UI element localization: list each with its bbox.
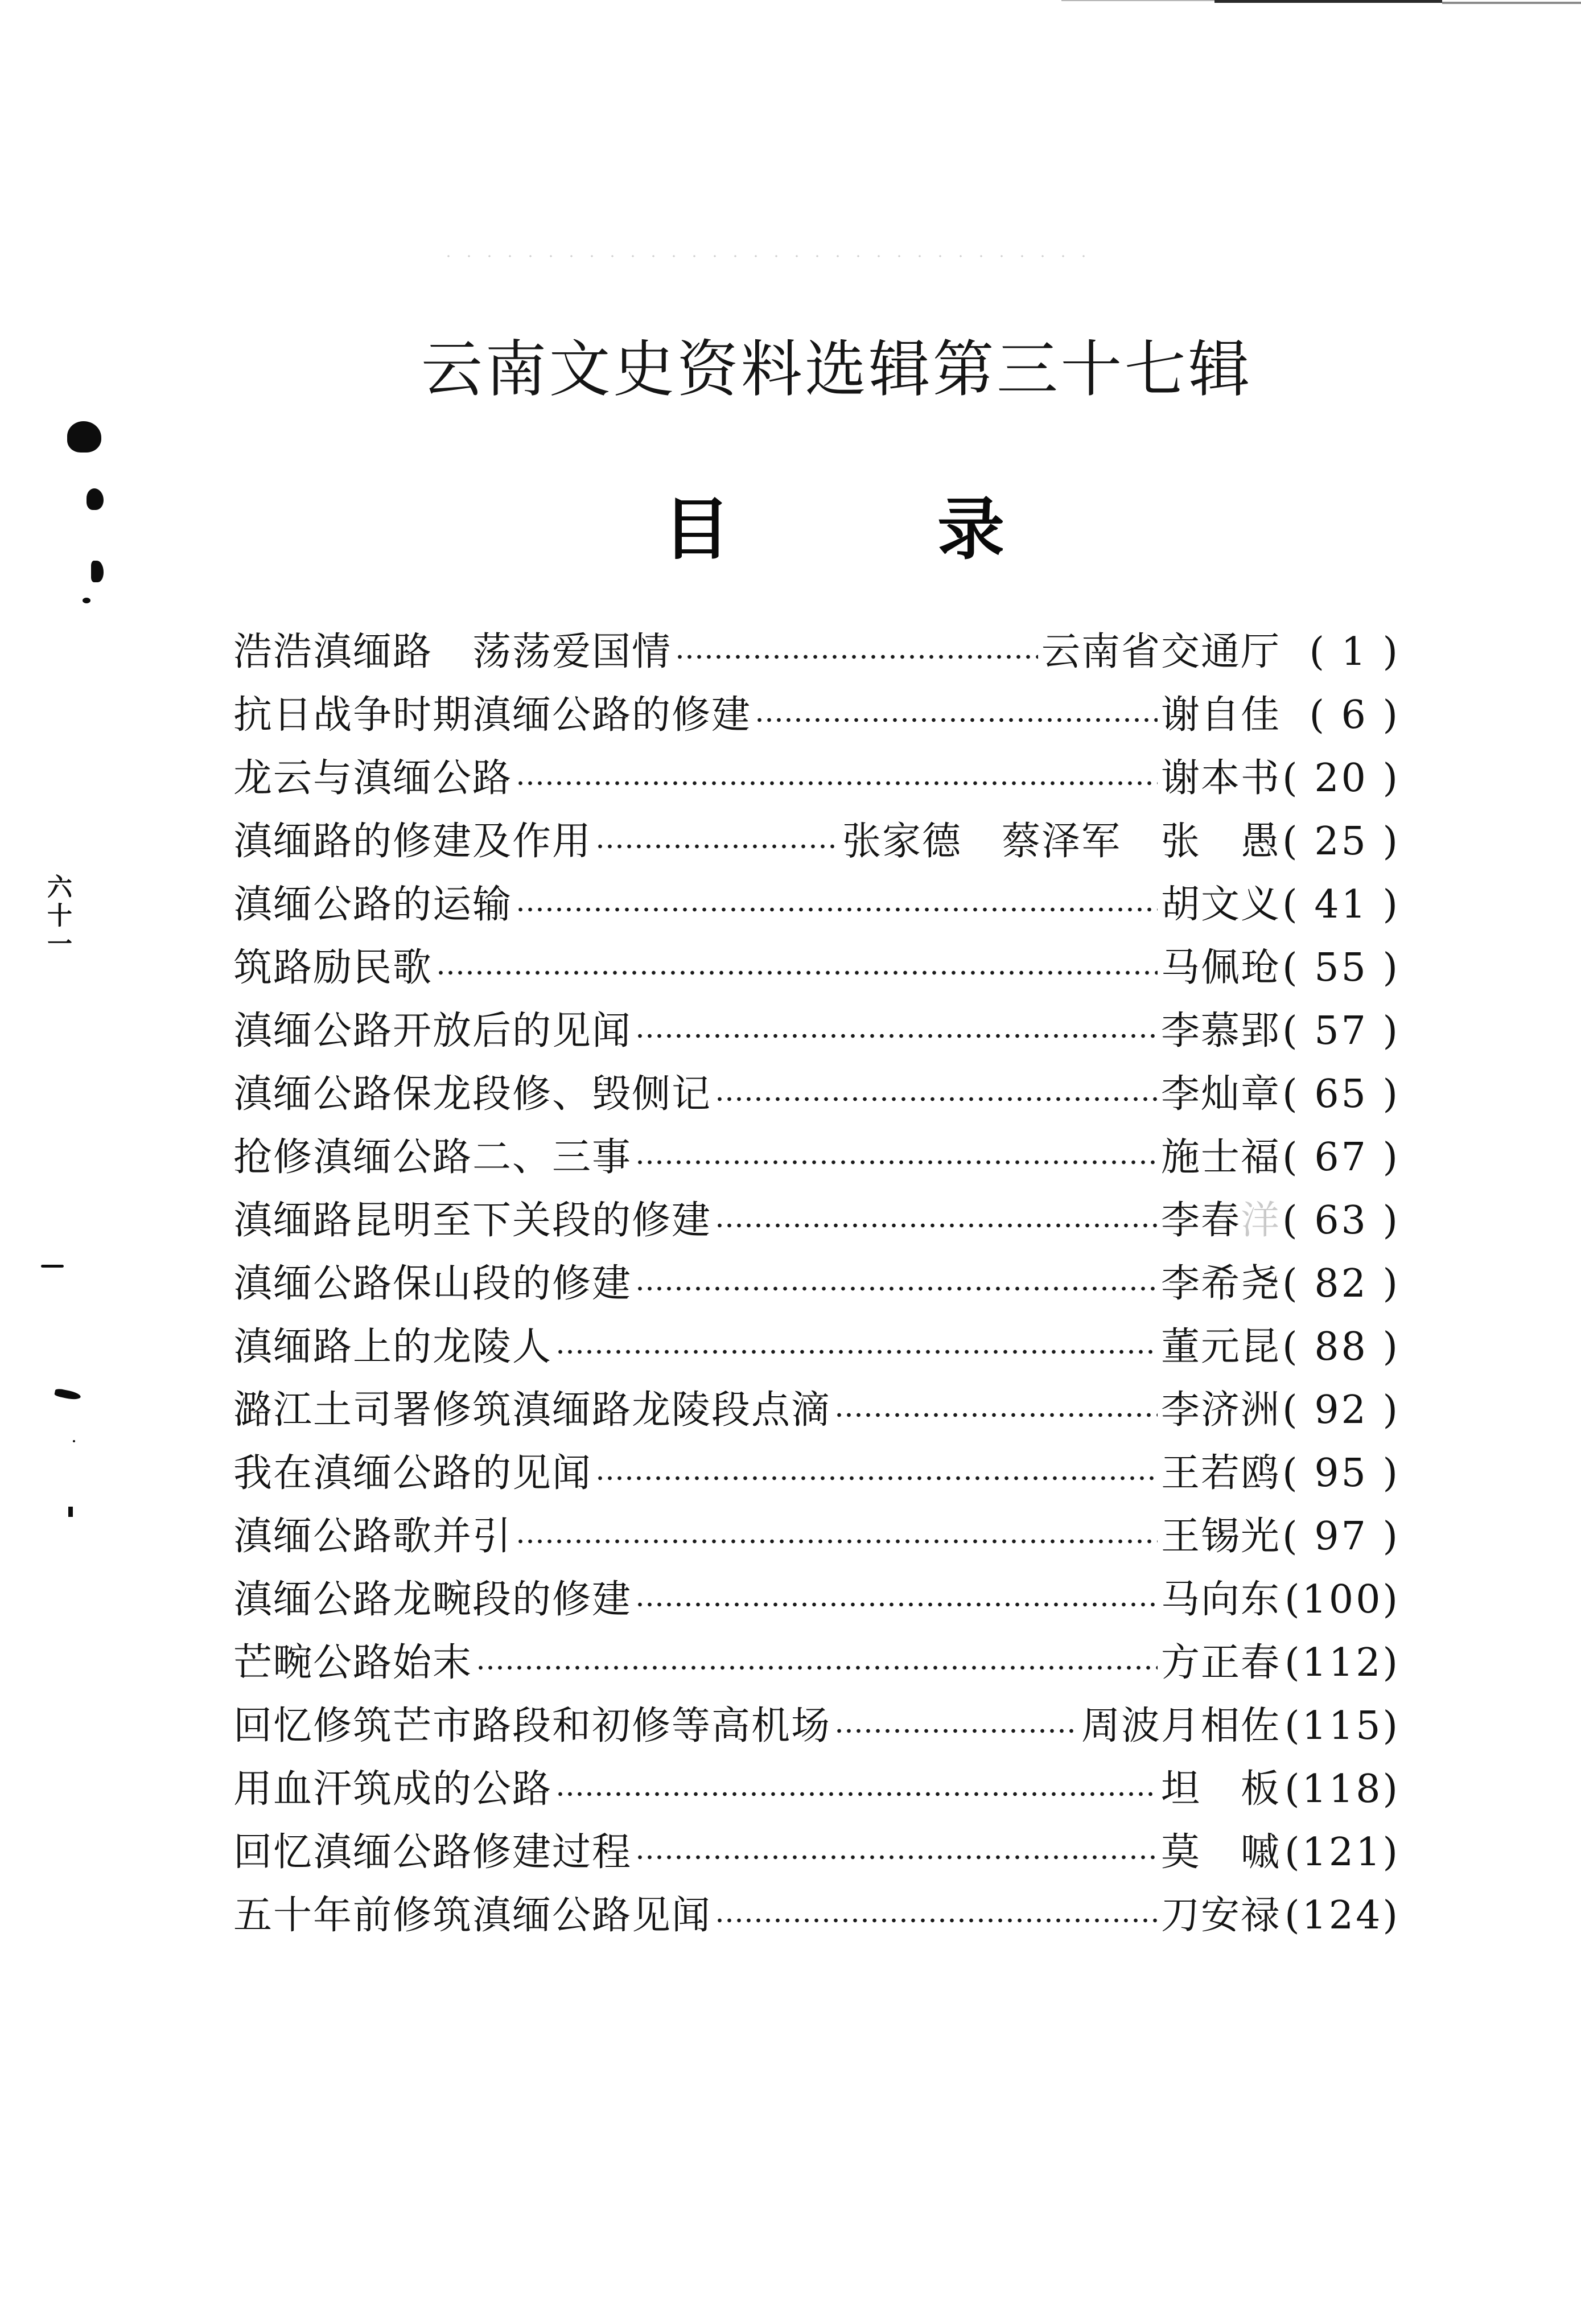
book-title: 云南文史资料选辑第三十七辑 bbox=[421, 334, 1252, 405]
toc-entry-author: 李希尧 bbox=[1160, 1261, 1281, 1306]
toc-heading bbox=[663, 490, 1004, 569]
toc-entry-page: ( 57 ) bbox=[1282, 1009, 1400, 1054]
toc-entry-title: 滇缅公路歌并引 bbox=[233, 1514, 513, 1559]
toc-entry-title: 抢修滇缅公路二、三事 bbox=[233, 1135, 632, 1180]
side-margin-stamp: 六十一 bbox=[43, 874, 72, 959]
toc-entry-author: 云南省交通厅 bbox=[1041, 630, 1281, 674]
toc-entry-title: 芒畹公路始末 bbox=[233, 1640, 473, 1685]
toc-entry-page: ( 92 ) bbox=[1282, 1388, 1400, 1433]
toc-entry-author: 施士福 bbox=[1160, 1135, 1281, 1180]
toc-entry-title: 滇缅路昆明至下关段的修建 bbox=[233, 1198, 712, 1243]
toc-entry-author: 李慕郢 bbox=[1160, 1009, 1281, 1054]
toc-entry-page: ( 20 ) bbox=[1282, 756, 1400, 801]
toc-entry[interactable] bbox=[233, 1442, 1400, 1505]
toc-entry-author: 莫 嘁 bbox=[1160, 1830, 1281, 1875]
toc-entry[interactable] bbox=[233, 1884, 1400, 1947]
dot-leader bbox=[715, 1918, 1158, 1923]
dot-leader bbox=[555, 1350, 1158, 1354]
toc-entry-author: 周波月相佐 bbox=[1081, 1704, 1281, 1749]
toc-heading-char-1: 目 bbox=[663, 490, 731, 569]
toc-entry-title: 滇缅路的修建及作用 bbox=[233, 819, 592, 864]
dot-leader bbox=[834, 1413, 1158, 1417]
toc-entry[interactable] bbox=[233, 1631, 1400, 1694]
toc-entry[interactable] bbox=[233, 999, 1400, 1063]
dot-leader bbox=[555, 1792, 1158, 1796]
scan-edge-rule-dark bbox=[1214, 0, 1442, 3]
dot-leader bbox=[476, 1665, 1158, 1670]
toc-entry-title: 浩浩滇缅路 荡荡爱国情 bbox=[233, 630, 672, 674]
toc-entry-page: ( 97 ) bbox=[1282, 1514, 1400, 1559]
toc-entry-author: 董元昆 bbox=[1160, 1325, 1281, 1369]
toc-entry-page: (115) bbox=[1284, 1704, 1400, 1749]
toc-entry-title: 滇缅公路开放后的见闻 bbox=[233, 1009, 632, 1054]
dot-leader bbox=[635, 1602, 1158, 1607]
toc-entry-page: (121) bbox=[1284, 1830, 1400, 1875]
toc-entry-title: 滇缅公路保龙段修、毁侧记 bbox=[233, 1072, 712, 1117]
toc-entry-title: 回忆滇缅公路修建过程 bbox=[233, 1830, 632, 1875]
toc-entry-page: ( 6 ) bbox=[1309, 693, 1400, 738]
toc-entry-page: ( 95 ) bbox=[1282, 1451, 1400, 1496]
toc-entry-title: 龙云与滇缅公路 bbox=[233, 756, 513, 801]
toc-entry-title: 五十年前修筑滇缅公路见闻 bbox=[233, 1893, 712, 1938]
toc-entry-page: ( 41 ) bbox=[1282, 882, 1400, 927]
binding-hole-mark bbox=[83, 598, 90, 603]
toc-entry-author: 马向东 bbox=[1160, 1577, 1281, 1622]
toc-entry-author: 李灿章 bbox=[1160, 1072, 1281, 1117]
author-faded-char: 洋 bbox=[1240, 1198, 1281, 1243]
toc-entry-page: ( 63 ) bbox=[1282, 1198, 1400, 1243]
dot-leader bbox=[635, 1855, 1158, 1860]
margin-dash-mark bbox=[41, 1265, 64, 1268]
dot-leader bbox=[516, 1539, 1158, 1544]
toc-entry-author bbox=[1161, 1189, 1281, 1252]
toc-entry[interactable] bbox=[233, 1189, 1400, 1252]
dot-leader bbox=[635, 1160, 1158, 1165]
toc-entry-page: ( 25 ) bbox=[1282, 819, 1400, 864]
toc-entry-page: ( 88 ) bbox=[1282, 1325, 1400, 1369]
dot-leader bbox=[755, 718, 1158, 722]
toc-entry-author: 李济洲 bbox=[1160, 1388, 1281, 1433]
toc-entry-author: 刀安禄 bbox=[1160, 1893, 1281, 1938]
toc-entry-author: 王锡光 bbox=[1160, 1514, 1281, 1559]
dot-leader bbox=[675, 655, 1038, 659]
dot-leader bbox=[436, 970, 1158, 975]
toc-entry-page: (100) bbox=[1284, 1577, 1400, 1622]
binding-hole-mark bbox=[67, 421, 101, 453]
toc-entry-page: (124) bbox=[1284, 1893, 1400, 1938]
toc-entry[interactable] bbox=[233, 1252, 1400, 1315]
toc-entry-author: 胡文义 bbox=[1160, 882, 1281, 927]
margin-tick-mark bbox=[68, 1507, 73, 1517]
toc-entry[interactable] bbox=[233, 1126, 1400, 1189]
toc-entry-title: 回忆修筑芒市路段和初修等高机场 bbox=[233, 1704, 831, 1749]
toc-entry-author: 马佩玱 bbox=[1160, 945, 1281, 990]
dot-leader bbox=[715, 1097, 1158, 1101]
toc-entry-page: ( 82 ) bbox=[1282, 1261, 1400, 1306]
author-visible-part: 李春 bbox=[1160, 1198, 1241, 1243]
toc-heading-char-2: 录 bbox=[937, 490, 1004, 569]
toc-entry-page: ( 65 ) bbox=[1282, 1072, 1400, 1117]
margin-squiggle-mark bbox=[54, 1388, 81, 1401]
toc-entry-author: 方正春 bbox=[1160, 1640, 1281, 1685]
toc-entry-page: (118) bbox=[1284, 1767, 1400, 1812]
toc-entry-page: ( 67 ) bbox=[1282, 1135, 1400, 1180]
toc-entry-author: 谢自佳 bbox=[1160, 693, 1281, 738]
toc-entry-page: ( 55 ) bbox=[1282, 945, 1400, 990]
dot-leader bbox=[595, 1476, 1158, 1480]
dot-leader bbox=[635, 1034, 1158, 1038]
toc-entry[interactable] bbox=[233, 810, 1400, 873]
toc-entry-title: 筑路励民歌 bbox=[233, 945, 433, 990]
dot-leader bbox=[516, 907, 1158, 912]
toc-entry-page: ( 1 ) bbox=[1309, 630, 1400, 674]
toc-entry[interactable] bbox=[233, 1694, 1400, 1758]
toc-entry-title: 滇缅公路保山段的修建 bbox=[233, 1261, 632, 1306]
toc-entry[interactable] bbox=[233, 1758, 1400, 1821]
toc-entry-title: 滇缅公路的运输 bbox=[233, 882, 513, 927]
toc-entry-title: 滇缅路上的龙陵人 bbox=[233, 1325, 553, 1369]
toc-entry[interactable] bbox=[233, 1379, 1400, 1442]
toc-entry-title: 用血汗筑成的公路 bbox=[233, 1767, 553, 1812]
toc-entry-author: 王若鸥 bbox=[1160, 1451, 1281, 1496]
toc-entry-title: 我在滇缅公路的见闻 bbox=[233, 1451, 592, 1496]
dot-leader bbox=[715, 1223, 1158, 1228]
toc-entry[interactable] bbox=[233, 936, 1400, 999]
toc-entry[interactable] bbox=[233, 873, 1400, 936]
toc-entry[interactable] bbox=[233, 620, 1400, 684]
toc-entry-title: 潞江土司署修筑滇缅路龙陵段点滴 bbox=[233, 1388, 831, 1433]
toc-entry[interactable] bbox=[233, 1063, 1400, 1126]
toc-entry-title: 滇缅公路龙畹段的修建 bbox=[233, 1577, 632, 1622]
toc-entry[interactable] bbox=[233, 1315, 1400, 1379]
table-of-contents bbox=[233, 620, 1400, 1947]
dot-leader bbox=[595, 844, 839, 849]
toc-entry-author: 坦 板 bbox=[1160, 1767, 1281, 1812]
toc-entry-title: 抗日战争时期滇缅公路的修建 bbox=[233, 693, 752, 738]
scan-edge-rule-grey bbox=[1442, 2, 1581, 4]
dot-leader bbox=[635, 1286, 1158, 1291]
binding-hole-mark bbox=[91, 561, 104, 582]
toc-entry[interactable] bbox=[233, 1821, 1400, 1884]
dot-leader bbox=[834, 1729, 1078, 1733]
dot-leader bbox=[516, 781, 1158, 785]
scan-speckle bbox=[438, 250, 1093, 262]
toc-entry[interactable] bbox=[233, 1568, 1400, 1631]
toc-entry-author: 张家德 蔡泽军 张 愚 bbox=[842, 819, 1281, 864]
toc-entry-author: 谢本书 bbox=[1160, 756, 1281, 801]
toc-entry[interactable] bbox=[233, 747, 1400, 810]
binding-hole-mark bbox=[87, 488, 104, 510]
margin-dot-mark bbox=[73, 1440, 75, 1442]
toc-entry-page: (112) bbox=[1284, 1640, 1400, 1685]
toc-entry[interactable] bbox=[233, 684, 1400, 747]
toc-entry[interactable] bbox=[233, 1505, 1400, 1568]
